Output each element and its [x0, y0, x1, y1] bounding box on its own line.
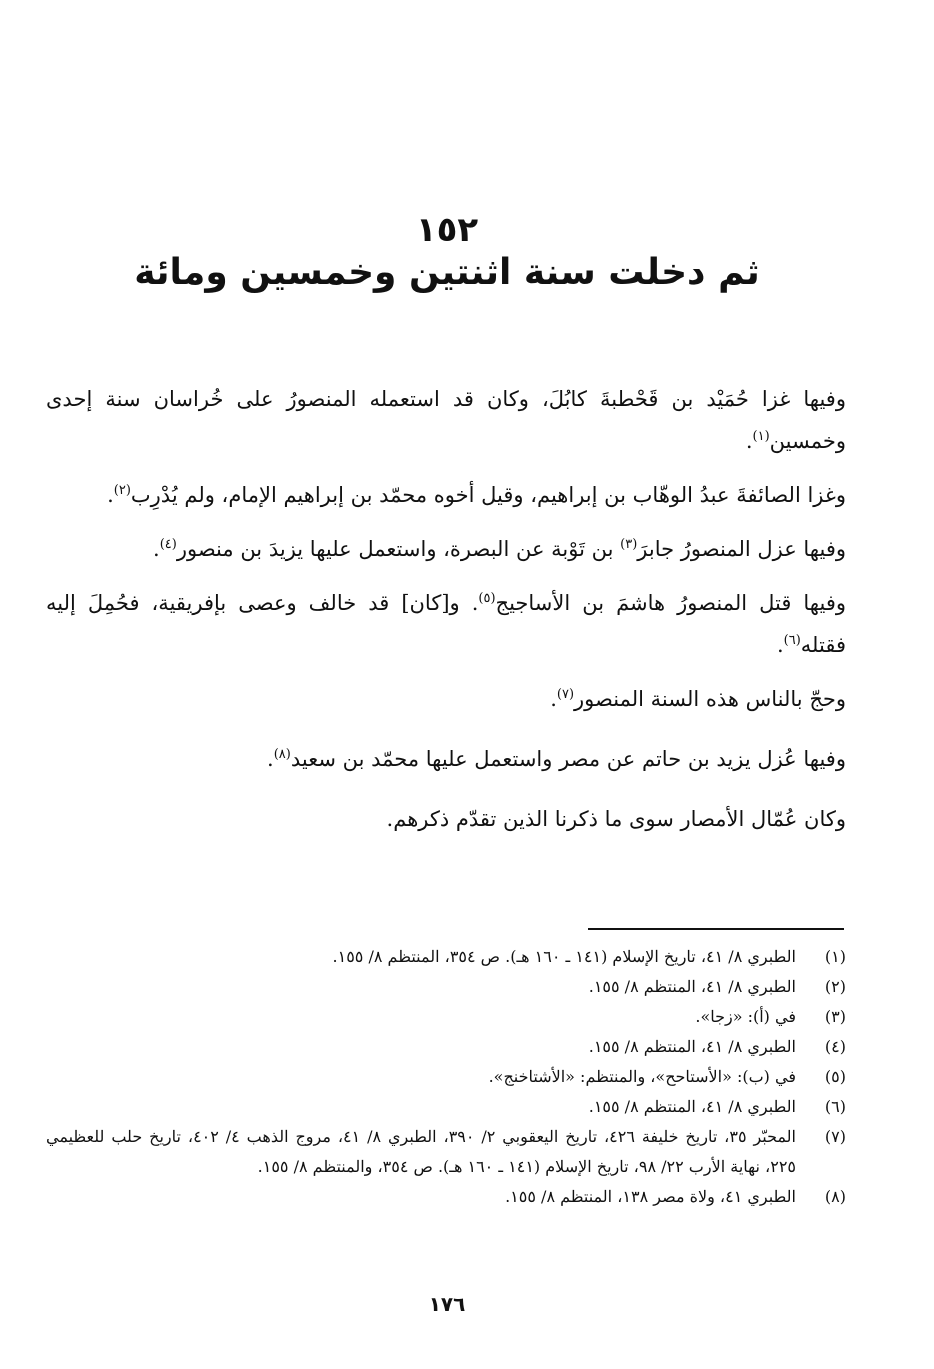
footnote-text: الطبري ٨/ ٤١، تاريخ الإسلام (١٤١ ـ ١٦٠ هـ). ص ٣٥٤، المنتظم ٨/ ١٥٥.	[332, 947, 796, 966]
footnote-ref: (٦)	[783, 633, 801, 648]
footnote-7	[46, 1122, 846, 1182]
footnote-number: (٢)	[824, 977, 846, 996]
paragraph-text: وغزا الصائفةَ عبدُ الوهّاب بن إبراهيم، وقيل أخوه محمّد بن إبراهيم الإمام، ولم يُدْرِب	[130, 483, 846, 507]
footnote-text: في (أ): «زجا».	[695, 1007, 796, 1026]
footnote-number: (٧)	[824, 1127, 846, 1146]
paragraph-text: وحجّ بالناس هذه السنة المنصور	[574, 687, 846, 711]
paragraph-text: وفيها عُزل يزيد بن حاتم عن مصر واستعمل عليها محمّد بن سعيد	[290, 747, 846, 771]
footnote-5	[46, 1062, 846, 1092]
footnote-2	[46, 972, 846, 1002]
paragraph-text: وفيها غزا حُمَيْد بن قَحْطبةَ كابُلَ، وكان قد استعمله المنصورُ على خُراسان سنة إحدى وخمسين	[46, 387, 846, 453]
footnote-text: الطبري ٤١، ولاة مصر ١٣٨، المنتظم ٨/ ١٥٥.	[505, 1187, 796, 1206]
footnote-6	[46, 1092, 846, 1122]
footnote-text: الطبري ٨/ ٤١، المنتظم ٨/ ١٥٥.	[588, 1097, 796, 1116]
footnote-text: الطبري ٨/ ٤١، المنتظم ٨/ ١٥٥.	[588, 1037, 796, 1056]
paragraph-end: .	[386, 807, 394, 831]
paragraph-end: .	[745, 429, 753, 453]
paragraph-end: .	[776, 633, 784, 657]
chapter-title: ثم دخلت سنة اثنتين وخمسين ومائة	[134, 252, 760, 293]
footnote-divider	[588, 928, 844, 930]
paragraph-1	[46, 378, 846, 462]
footnotes	[46, 942, 846, 1212]
footnote-text: المحبّر ٣٥، تاريخ خليفة ٤٢٦، تاريخ اليعقوبي ٢/ ٣٩٠، الطبري ٨/ ٤١، مروج الذهب ٤/ ٤٠٢، تاريخ حلب للعظيمي ٢٢٥، نهاية الأرب ٢٢/ ٩٨، تاريخ الإسلام (١٤١ ـ ١٦٠ هـ). ص ٣٥٤، والمنتظم ٨/ ١٥٥.	[46, 1127, 796, 1176]
paragraph-6	[186, 738, 846, 780]
footnote-number: (٣)	[824, 1007, 846, 1026]
footnote-text: الطبري ٨/ ٤١، المنتظم ٨/ ١٥٥.	[588, 977, 796, 996]
paragraph-end: .	[267, 747, 274, 771]
footnote-ref: (٧)	[556, 687, 575, 702]
paragraph-text-continued: . و[كان] قد خالف وعصى بإفريقية، فحُمِلَ إليه فقتله	[46, 591, 846, 657]
paragraph-text: وكان عُمّال الأمصار سوى ما ذكرنا الذين تقدّم ذكرهم	[393, 807, 846, 831]
footnote-number: (٥)	[824, 1067, 846, 1086]
paragraph-text: وفيها قتل المنصورُ هاشمَ بن الأساجيج	[495, 591, 847, 615]
paragraph-7	[186, 798, 846, 840]
footnote-ref: (٤)	[159, 537, 177, 552]
paragraph-end: .	[550, 687, 557, 711]
paragraph-4	[46, 582, 846, 666]
footnote-1	[46, 942, 846, 972]
chapter-number: ١٥٢	[415, 210, 479, 250]
footnote-4	[46, 1032, 846, 1062]
paragraph-text-continued: بن تَوْبة عن البصرة، واستعمل عليها يزيدَ بن منصور	[176, 537, 621, 561]
footnote-ref: (٢)	[113, 483, 131, 498]
footnote-number: (١)	[824, 947, 846, 966]
footnote-8	[46, 1182, 846, 1212]
footnote-3	[46, 1002, 846, 1032]
paragraph-3	[46, 528, 846, 570]
paragraph-2	[46, 474, 846, 516]
paragraph-end: .	[153, 537, 160, 561]
footnote-ref: (١)	[752, 429, 770, 444]
paragraph-5	[186, 678, 846, 720]
footnote-ref: (٨)	[273, 747, 291, 762]
paragraph-end: .	[107, 483, 114, 507]
paragraph-text: وفيها عزل المنصورُ جابرَ	[637, 537, 846, 561]
footnote-number: (٨)	[824, 1187, 846, 1206]
footnote-ref: (٣)	[620, 537, 638, 552]
footnote-ref: (٥)	[478, 591, 496, 606]
footnote-text: في (ب): «الأستاحح»، والمنتظم: «الأشتاخنج».	[488, 1067, 796, 1086]
main-text	[46, 378, 846, 858]
footnote-number: (٦)	[824, 1097, 846, 1116]
footnote-number: (٤)	[824, 1037, 846, 1056]
page-number: ١٧٦	[428, 1292, 466, 1316]
